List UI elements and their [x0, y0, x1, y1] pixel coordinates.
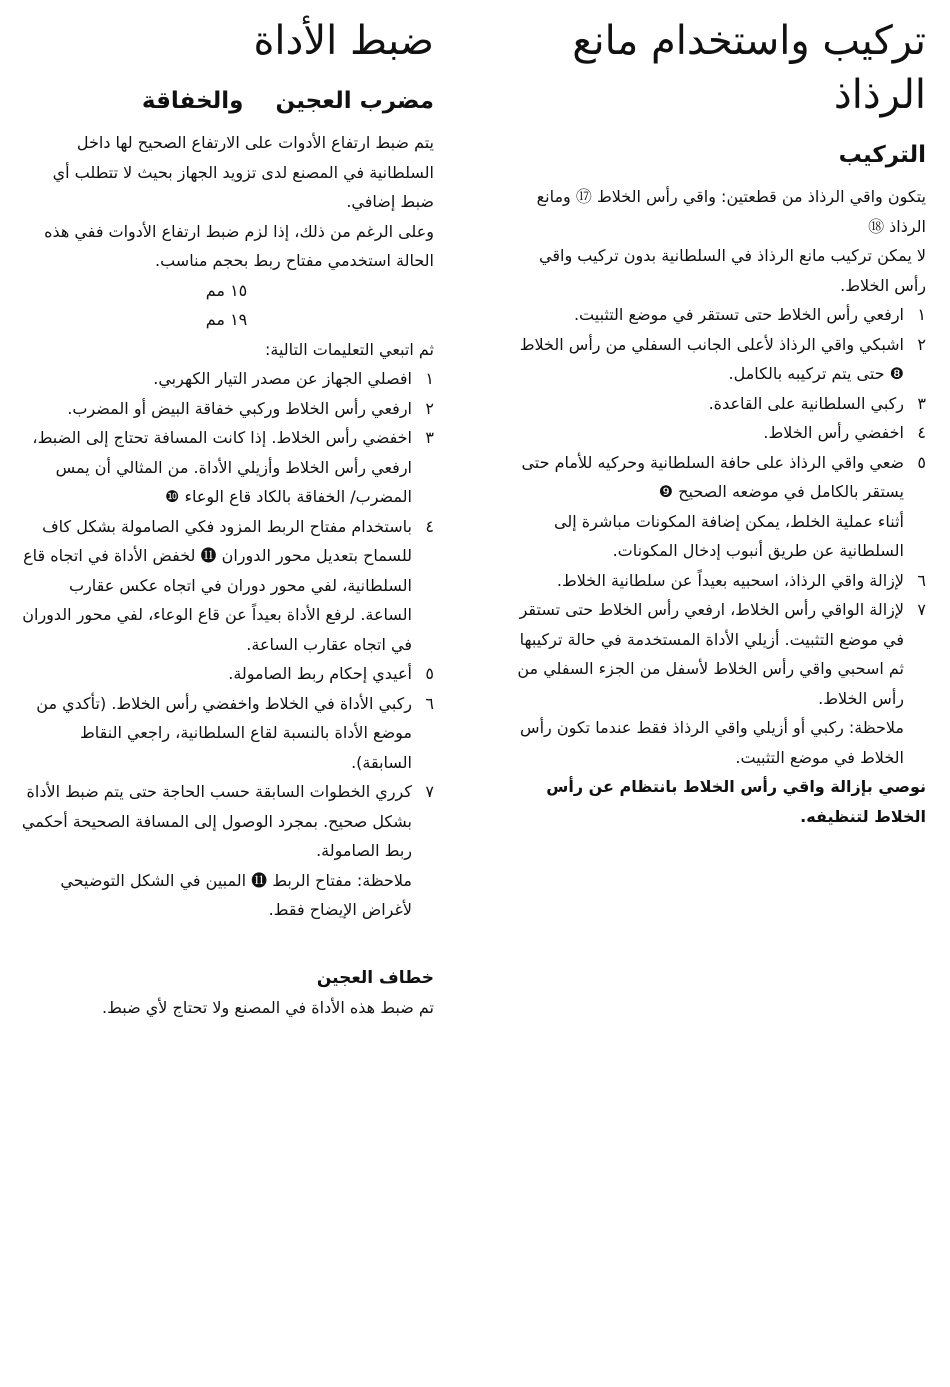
- splash-guard-title: تركيب واستخدام مانع الرذاذ: [572, 18, 926, 118]
- note-paragraph: ملاحظة: ركبي أو أزيلي واقي الرذاذ فقط عندما تكون رأس الخلاط في موضع التثبيت.: [520, 718, 904, 767]
- list-item: [506, 389, 926, 419]
- removal-steps: [506, 566, 926, 714]
- step-text: ضعي واقي الرذاذ على حافة السلطانية وحركيه للأمام حتى يستقر بالكامل في موضعه الصحيح ❾: [521, 452, 904, 501]
- list-item: [19, 423, 434, 512]
- step-number: ١: [917, 305, 926, 324]
- intro-paragraph: يتم ضبط ارتفاع الأدوات على الارتفاع الصحيح لها داخل السلطانية في المصنع لدى تزويد الجهاز بحيث لا تتطلب أي ضبط إضافي.: [52, 133, 434, 211]
- step-number: ٥: [917, 452, 926, 472]
- note-paragraph: ملاحظة: مفتاح الربط ⓫ المبين في الشكل التوضيحي لأغراض الإيضاح فقط.: [60, 870, 412, 919]
- beater-whisk-heading: مضرب العجين والخفاقة: [141, 88, 434, 114]
- step-text: ركبي السلطانية على القاعدة.: [708, 393, 904, 413]
- installation-steps: [506, 300, 926, 507]
- adjustment-steps: [19, 364, 434, 866]
- step-text: ارفعي رأس الخلاط حتى تستقر في موضع التثبيت.: [573, 305, 904, 324]
- step-text: اخفضي رأس الخلاط.: [763, 423, 904, 442]
- step-text: أعيدي إحكام ربط الصامولة.: [228, 664, 412, 683]
- list-item: [506, 595, 926, 713]
- instructions-lead: ثم اتبعي التعليمات التالية:: [264, 339, 434, 359]
- installation-heading: التركيب: [838, 142, 926, 168]
- tool-adjustment-column: [19, 14, 434, 1022]
- list-item: [506, 418, 926, 448]
- list-item: [19, 777, 434, 866]
- step-number: ٣: [917, 393, 926, 413]
- step-number: ٧: [917, 600, 926, 619]
- list-item: [506, 448, 926, 507]
- step-number: ٢: [425, 398, 434, 418]
- step-text: ركبي الأداة في الخلاط واخفضي رأس الخلاط. (تأكدي من موضع الأداة بالنسبة لقاع السلطانية، راجعي النقاط السابقة).: [36, 693, 412, 772]
- step-text: ارفعي رأس الخلاط وركبي خفاقة البيض أو المضرب.: [67, 398, 412, 418]
- intro-paragraph: يتكون واقي الرذاذ من قطعتين: واقي رأس الخلاط ⑰ ومانع الرذاذ ⑱: [536, 187, 926, 236]
- step-text: افصلي الجهاز عن مصدر التيار الكهربي.: [153, 369, 412, 388]
- step-number: ٣: [425, 428, 434, 447]
- step-number: ١: [425, 369, 434, 388]
- list-item: [19, 689, 434, 778]
- list-item: [19, 394, 434, 424]
- step-note: أثناء عملية الخلط، يمكن إضافة المكونات مباشرة إلى السلطانية عن طريق أنبوب إدخال المكونات.: [554, 511, 904, 560]
- spacer: [19, 925, 434, 965]
- step-text: لإزالة الواقي رأس الخلاط، ارفعي رأس الخلاط حتى تستقر في موضع التثبيت. أزيلي الأداة المستخدمة في حالة تركيبها ثم اسحبي واقي رأس الخلاط لأسفل من الجزء السفلي من رأس الخلاط.: [517, 600, 904, 708]
- dough-hook-heading: خطاف العجين: [316, 967, 434, 988]
- recommendation-text: نوصي بإزالة واقي رأس الخلاط بانتظام عن رأس الخلاط لتنظيفه.: [546, 777, 926, 826]
- step-text: لإزالة واقي الرذاذ، اسحبيه بعيداً عن سلطانية الخلاط.: [556, 570, 904, 590]
- step-number: ٦: [425, 693, 434, 713]
- step-text: اشبكي واقي الرذاذ لأعلى الجانب السفلي من رأس الخلاط ❽ حتى يتم تركيبه بالكامل.: [519, 334, 904, 383]
- step-number: ٦: [917, 570, 926, 590]
- step-text: باستخدام مفتاح الربط المزود فكي الصامولة بشكل كاف للسماح بتعديل محور الدوران ⓫ لخفض الأداة في اتجاه قاع السلطانية، لفي محور دوران في اتجاه عكس عقارب الساعة. لرفع الأداة بعيداً عن قاع الوعاء، لفي محور الدوران في اتجاه عقارب الساعة.: [22, 516, 412, 654]
- wrench-size: ١٩ مم: [205, 310, 248, 329]
- splash-guard-column: [506, 14, 926, 831]
- step-number: ٤: [917, 423, 926, 442]
- list-item: [19, 364, 434, 394]
- list-item: [19, 659, 434, 689]
- step-number: ٤: [425, 516, 434, 536]
- list-item: [506, 330, 926, 389]
- step-number: ٧: [425, 782, 434, 801]
- list-item: [506, 300, 926, 330]
- dough-hook-text: تم ضبط هذه الأداة في المصنع ولا تحتاج لأي ضبط.: [102, 997, 434, 1017]
- step-text: كرري الخطوات السابقة حسب الحاجة حتى يتم ضبط الأداة بشكل صحيح. بمجرد الوصول إلى المسافة الصحيحة أحكمي ربط الصامولة.: [21, 782, 412, 860]
- list-item: [506, 566, 926, 596]
- wrench-size: ١٥ مم: [205, 280, 248, 300]
- step-number: ٢: [917, 334, 926, 354]
- intro-paragraph: وعلى الرغم من ذلك، إذا لزم ضبط ارتفاع الأدوات ففي هذه الحالة استخدمي مفتاح ربط بحجم مناسب.: [44, 221, 434, 270]
- intro-paragraph: لا يمكن تركيب مانع الرذاذ في السلطانية بدون تركيب واقي رأس الخلاط.: [539, 246, 926, 295]
- list-item: [19, 512, 434, 660]
- step-text: اخفضي رأس الخلاط. إذا كانت المسافة تحتاج إلى الضبط، ارفعي رأس الخلاط وأزيلي الأداة. من المثالي أن يمس المضرب/ الخفاقة بالكاد قاع الوعاء ❿: [32, 428, 412, 506]
- step-number: ٥: [425, 664, 434, 683]
- tool-adjustment-title: ضبط الأداة: [253, 18, 434, 64]
